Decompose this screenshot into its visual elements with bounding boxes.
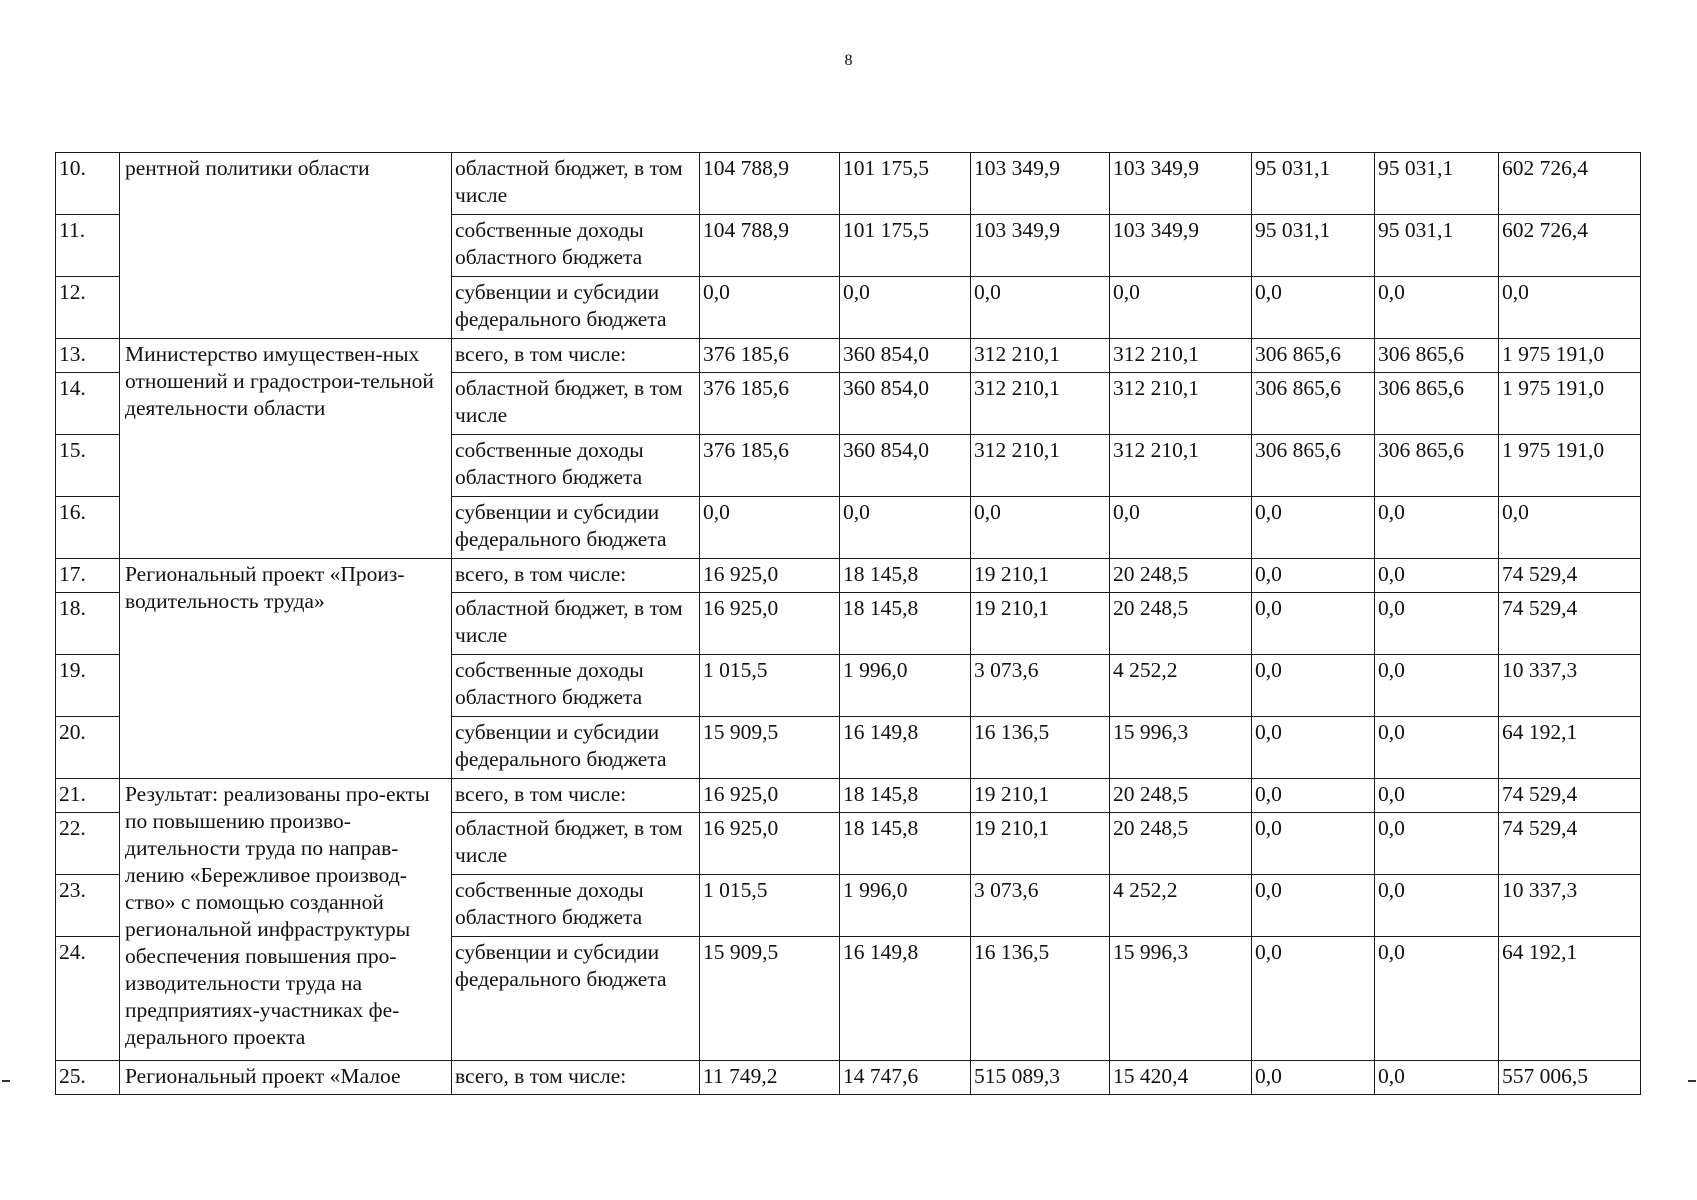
year-value: 16 136,5	[971, 717, 1110, 779]
row-number: 17.	[56, 559, 120, 593]
year-value: 0,0	[700, 497, 840, 559]
total-value: 0,0	[1499, 497, 1641, 559]
total-value: 74 529,4	[1499, 593, 1641, 655]
year-value: 0,0	[1252, 497, 1375, 559]
funding-source: собственные доходы областного бюджета	[452, 215, 700, 277]
year-value: 20 248,5	[1110, 779, 1252, 813]
row-number: 24.	[56, 937, 120, 1061]
year-value: 16 925,0	[700, 779, 840, 813]
year-value: 306 865,6	[1375, 435, 1499, 497]
year-value: 101 175,5	[840, 153, 971, 215]
year-value: 0,0	[840, 277, 971, 339]
funding-source: субвенции и субсидии федерального бюджета	[452, 277, 700, 339]
year-value: 16 149,8	[840, 937, 971, 1061]
year-value: 104 788,9	[700, 153, 840, 215]
year-value: 104 788,9	[700, 215, 840, 277]
row-number: 13.	[56, 339, 120, 373]
year-value: 16 925,0	[700, 813, 840, 875]
year-value: 0,0	[1375, 277, 1499, 339]
table-row	[56, 1061, 1641, 1095]
year-value: 306 865,6	[1375, 373, 1499, 435]
year-value: 0,0	[1375, 937, 1499, 1061]
year-value: 0,0	[1252, 937, 1375, 1061]
row-number: 16.	[56, 497, 120, 559]
row-number: 21.	[56, 779, 120, 813]
left-edge-mark	[2, 1080, 10, 1082]
year-value: 1 996,0	[840, 875, 971, 937]
row-number: 20.	[56, 717, 120, 779]
year-value: 15 909,5	[700, 717, 840, 779]
row-number: 22.	[56, 813, 120, 875]
page-number: 8	[844, 52, 853, 69]
total-value: 1 975 191,0	[1499, 373, 1641, 435]
total-value: 1 975 191,0	[1499, 435, 1641, 497]
year-value: 0,0	[840, 497, 971, 559]
year-value: 306 865,6	[1375, 339, 1499, 373]
year-value: 0,0	[1252, 717, 1375, 779]
year-value: 18 145,8	[840, 593, 971, 655]
program-name: рентной политики области	[120, 153, 452, 339]
year-value: 0,0	[1375, 559, 1499, 593]
funding-source: всего, в том числе:	[452, 559, 700, 593]
row-number: 23.	[56, 875, 120, 937]
year-value: 0,0	[1252, 1061, 1375, 1095]
row-number: 18.	[56, 593, 120, 655]
year-value: 0,0	[1375, 717, 1499, 779]
year-value: 0,0	[700, 277, 840, 339]
row-number: 25.	[56, 1061, 120, 1095]
row-number: 14.	[56, 373, 120, 435]
year-value: 95 031,1	[1252, 153, 1375, 215]
year-value: 312 210,1	[1110, 373, 1252, 435]
program-name: Министерство имуществен-ных отношений и градострои-тельной деятельности области	[120, 339, 452, 559]
row-number: 19.	[56, 655, 120, 717]
year-value: 3 073,6	[971, 875, 1110, 937]
year-value: 0,0	[971, 497, 1110, 559]
year-value: 0,0	[1375, 655, 1499, 717]
program-name: Результат: реализованы про-екты по повышению произво-дительности труда по направ-лению «Бережливое производ-ство» с помощью созданной региональной инфраструктуры обеспечения повышения про-изводительности труда на предприятиях-участниках фе-дерального проекта	[120, 779, 452, 1061]
row-number: 10.	[56, 153, 120, 215]
year-value: 95 031,1	[1252, 215, 1375, 277]
year-value: 103 349,9	[971, 153, 1110, 215]
year-value: 0,0	[1375, 1061, 1499, 1095]
year-value: 360 854,0	[840, 373, 971, 435]
funding-source: всего, в том числе:	[452, 779, 700, 813]
budget-table	[55, 152, 1641, 1095]
funding-source: всего, в том числе:	[452, 339, 700, 373]
year-value: 15 420,4	[1110, 1061, 1252, 1095]
total-value: 557 006,5	[1499, 1061, 1641, 1095]
year-value: 0,0	[971, 277, 1110, 339]
year-value: 18 145,8	[840, 813, 971, 875]
year-value: 376 185,6	[700, 339, 840, 373]
year-value: 20 248,5	[1110, 593, 1252, 655]
year-value: 16 925,0	[700, 559, 840, 593]
year-value: 15 996,3	[1110, 717, 1252, 779]
total-value: 64 192,1	[1499, 717, 1641, 779]
funding-source: субвенции и субсидии федерального бюджета	[452, 497, 700, 559]
year-value: 312 210,1	[971, 339, 1110, 373]
year-value: 0,0	[1252, 655, 1375, 717]
year-value: 306 865,6	[1252, 435, 1375, 497]
year-value: 95 031,1	[1375, 215, 1499, 277]
year-value: 0,0	[1375, 875, 1499, 937]
funding-source: областной бюджет, в том числе	[452, 153, 700, 215]
total-value: 602 726,4	[1499, 153, 1641, 215]
year-value: 103 349,9	[1110, 153, 1252, 215]
year-value: 11 749,2	[700, 1061, 840, 1095]
total-value: 10 337,3	[1499, 875, 1641, 937]
year-value: 18 145,8	[840, 559, 971, 593]
total-value: 10 337,3	[1499, 655, 1641, 717]
year-value: 0,0	[1252, 559, 1375, 593]
table-body	[56, 153, 1641, 1095]
year-value: 0,0	[1375, 593, 1499, 655]
funding-source: собственные доходы областного бюджета	[452, 655, 700, 717]
row-number: 11.	[56, 215, 120, 277]
funding-source: субвенции и субсидии федерального бюджета	[452, 937, 700, 1061]
year-value: 20 248,5	[1110, 559, 1252, 593]
total-value: 74 529,4	[1499, 779, 1641, 813]
year-value: 515 089,3	[971, 1061, 1110, 1095]
year-value: 376 185,6	[700, 373, 840, 435]
table-row	[56, 339, 1641, 373]
program-name: Региональный проект «Малое	[120, 1061, 452, 1095]
funding-source: собственные доходы областного бюджета	[452, 875, 700, 937]
table-row	[56, 779, 1641, 813]
row-number: 15.	[56, 435, 120, 497]
funding-source: областной бюджет, в том числе	[452, 593, 700, 655]
year-value: 3 073,6	[971, 655, 1110, 717]
total-value: 74 529,4	[1499, 559, 1641, 593]
year-value: 360 854,0	[840, 339, 971, 373]
year-value: 14 747,6	[840, 1061, 971, 1095]
year-value: 103 349,9	[1110, 215, 1252, 277]
year-value: 306 865,6	[1252, 373, 1375, 435]
year-value: 16 149,8	[840, 717, 971, 779]
year-value: 15 909,5	[700, 937, 840, 1061]
year-value: 1 015,5	[700, 875, 840, 937]
funding-source: областной бюджет, в том числе	[452, 813, 700, 875]
table-row	[56, 559, 1641, 593]
year-value: 1 015,5	[700, 655, 840, 717]
year-value: 312 210,1	[1110, 435, 1252, 497]
row-number: 12.	[56, 277, 120, 339]
year-value: 0,0	[1375, 779, 1499, 813]
year-value: 20 248,5	[1110, 813, 1252, 875]
year-value: 19 210,1	[971, 593, 1110, 655]
year-value: 19 210,1	[971, 813, 1110, 875]
year-value: 376 185,6	[700, 435, 840, 497]
total-value: 602 726,4	[1499, 215, 1641, 277]
year-value: 95 031,1	[1375, 153, 1499, 215]
year-value: 4 252,2	[1110, 655, 1252, 717]
year-value: 1 996,0	[840, 655, 971, 717]
year-value: 19 210,1	[971, 559, 1110, 593]
year-value: 0,0	[1252, 593, 1375, 655]
year-value: 312 210,1	[1110, 339, 1252, 373]
year-value: 101 175,5	[840, 215, 971, 277]
year-value: 0,0	[1252, 277, 1375, 339]
year-value: 18 145,8	[840, 779, 971, 813]
total-value: 0,0	[1499, 277, 1641, 339]
year-value: 0,0	[1375, 813, 1499, 875]
year-value: 0,0	[1252, 813, 1375, 875]
funding-source: областной бюджет, в том числе	[452, 373, 700, 435]
year-value: 0,0	[1110, 497, 1252, 559]
year-value: 103 349,9	[971, 215, 1110, 277]
funding-source: собственные доходы областного бюджета	[452, 435, 700, 497]
year-value: 4 252,2	[1110, 875, 1252, 937]
year-value: 16 925,0	[700, 593, 840, 655]
total-value: 64 192,1	[1499, 937, 1641, 1061]
year-value: 0,0	[1252, 875, 1375, 937]
year-value: 0,0	[1110, 277, 1252, 339]
year-value: 15 996,3	[1110, 937, 1252, 1061]
year-value: 312 210,1	[971, 373, 1110, 435]
funding-source: всего, в том числе:	[452, 1061, 700, 1095]
right-edge-mark	[1688, 1080, 1696, 1082]
year-value: 0,0	[1252, 779, 1375, 813]
funding-source: субвенции и субсидии федерального бюджета	[452, 717, 700, 779]
year-value: 16 136,5	[971, 937, 1110, 1061]
table-row	[56, 153, 1641, 215]
year-value: 19 210,1	[971, 779, 1110, 813]
total-value: 1 975 191,0	[1499, 339, 1641, 373]
year-value: 360 854,0	[840, 435, 971, 497]
year-value: 312 210,1	[971, 435, 1110, 497]
program-name: Региональный проект «Произ-водительность труда»	[120, 559, 452, 779]
total-value: 74 529,4	[1499, 813, 1641, 875]
year-value: 306 865,6	[1252, 339, 1375, 373]
year-value: 0,0	[1375, 497, 1499, 559]
